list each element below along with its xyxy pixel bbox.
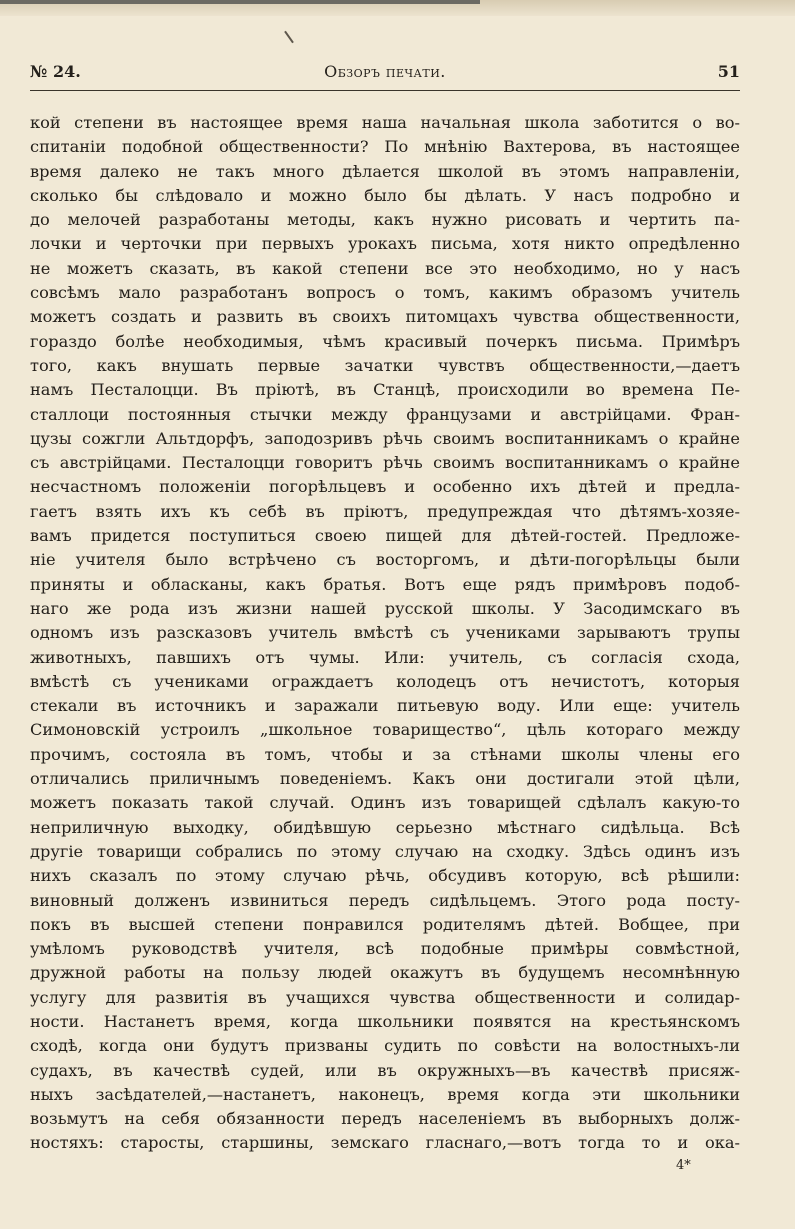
text-line: спитаніи подобной общественности? По мнѣнію Вахтерова, въ настоящее [30, 137, 740, 157]
text-line: намъ Песталоцци. Въ пріютѣ, въ Станцѣ, происходили во времена Пе- [30, 380, 740, 400]
text-line: нихъ сказалъ по этому случаю рѣчь, обсудивъ которую, всѣ рѣшили: [30, 866, 740, 886]
text-line: судахъ, въ качествѣ судей, или въ окружныхъ—въ качествѣ присяж- [30, 1060, 740, 1080]
text-line: съ австрійцами. Песталоцци говоритъ рѣчь своимъ воспитанникамъ о крайне [30, 453, 740, 473]
text-line: сходѣ, когда они будутъ призваны судить по совѣсти на волостныхъ-ли [30, 1036, 740, 1056]
ink-mark [284, 31, 294, 44]
text-line: до мелочей разработаны методы, какъ нужно рисовать и чертить па- [30, 210, 740, 230]
text-line: не можетъ сказать, въ какой степени все это необходимо, но у насъ [30, 258, 740, 278]
text-line: вамъ придется поступиться своею пищей для дѣтей-гостей. Предложе- [30, 526, 740, 546]
text-line: сколько бы слѣдовало и можно было бы дѣлать. У насъ подробно и [30, 185, 740, 205]
text-line: время далеко не такъ много дѣлается школой въ этомъ направленіи, [30, 161, 740, 181]
text-line: одномъ изъ разсказовъ учитель вмѣстѣ съ учениками зарываютъ трупы [30, 623, 740, 643]
text-line: совсѣмъ мало разработанъ вопросъ о томъ, какимъ образомъ учитель [30, 283, 740, 303]
text-line: ныхъ засѣдателей,—настанетъ, наконецъ, время когда эти школьники [30, 1084, 740, 1104]
issue-number: № 24. [30, 62, 81, 81]
text-line: гаетъ взять ихъ къ себѣ въ пріютъ, предупреждая что дѣтямъ-хозяе- [30, 501, 740, 521]
body-text [30, 111, 740, 1156]
text-line: неприличную выходку, обидѣвшую серьезно мѣстнаго сидѣльца. Всѣ [30, 817, 740, 837]
text-line: гораздо болѣе необходимыя, чѣмъ красивый почеркъ письма. Примѣръ [30, 331, 740, 351]
text-line: можетъ показать такой случай. Одинъ изъ товарищей сдѣлалъ какую-то [30, 793, 740, 813]
text-line: прочимъ, состояла въ томъ, чтобы и за стѣнами школы члены его [30, 744, 740, 764]
text-line: стекали въ источникъ и заражали питьевую воду. Или еще: учитель [30, 696, 740, 716]
text-line: покъ въ высшей степени понравился родителямъ дѣтей. Вобщее, при [30, 914, 740, 934]
binding-strip [0, 0, 480, 4]
page-top-edge [0, 0, 795, 16]
text-line: ности. Настанетъ время, когда школьники появятся на крестьянскомъ [30, 1011, 740, 1031]
text-line: несчастномъ положеніи погорѣльцевъ и особенно ихъ дѣтей и предла- [30, 477, 740, 497]
header-rule [30, 90, 740, 91]
text-line: можетъ создать и развить въ своихъ питомцахъ чувства общественности, [30, 307, 740, 327]
text-line: ностяхъ: старосты, старшины, земскаго гласнаго,—вотъ тогда то и ока- [30, 1133, 740, 1153]
text-line: возьмутъ на себя обязанности передъ населеніемъ въ выборныхъ долж- [30, 1109, 740, 1129]
text-line: того, какъ внушать первые зачатки чувствъ общественности,—даетъ [30, 355, 740, 375]
text-line: кой степени въ настоящее время наша начальная школа заботится о во- [30, 113, 740, 132]
running-title: Обзоръ печати. [324, 62, 446, 81]
text-line: наго же рода изъ жизни нашей русской школы. У Засодимскаго въ [30, 598, 740, 618]
text-line: приняты и обласканы, какъ братья. Вотъ еще рядъ примѣровъ подоб- [30, 574, 740, 594]
running-header [30, 60, 740, 86]
text-line: ніе учителя было встрѣчено съ восторгомъ, и дѣти-погорѣльцы были [30, 550, 740, 570]
text-line: Симоновскій устроилъ „школьное товарищество“, цѣль котораго между [30, 720, 740, 740]
text-line: дружной работы на пользу людей окажутъ въ будущемъ несомнѣнную [30, 963, 740, 983]
text-line: вмѣстѣ съ учениками ограждаетъ колодецъ отъ нечистотъ, которыя [30, 671, 740, 691]
text-line: умѣломъ руководствѣ учителя, всѣ подобные примѣры совмѣстной, [30, 939, 740, 959]
text-line: отличались приличнымъ поведеніемъ. Какъ они достигали этой цѣли, [30, 769, 740, 789]
text-line: услугу для развитія въ учащихся чувства общественности и солидар- [30, 987, 740, 1007]
text-line: животныхъ, павшихъ отъ чумы. Или: учитель, съ согласія схода, [30, 647, 740, 667]
text-line: виновный долженъ извиниться передъ сидѣльцемъ. Этого рода посту- [30, 890, 740, 910]
text-line: цузы сожгли Альтдорфъ, заподозривъ рѣчь своимъ воспитанникамъ о крайне [30, 428, 740, 448]
text-line: сталлоци постоянныя стычки между французами и австрійцами. Фран- [30, 404, 740, 424]
page-number: 51 [717, 62, 740, 81]
signature-mark: 4* [676, 1158, 691, 1173]
text-line: лочки и черточки при первыхъ урокахъ письма, хотя никто опредѣленно [30, 234, 740, 254]
text-line: другіе товарищи собрались по этому случаю на сходку. Здѣсь одинъ изъ [30, 841, 740, 861]
